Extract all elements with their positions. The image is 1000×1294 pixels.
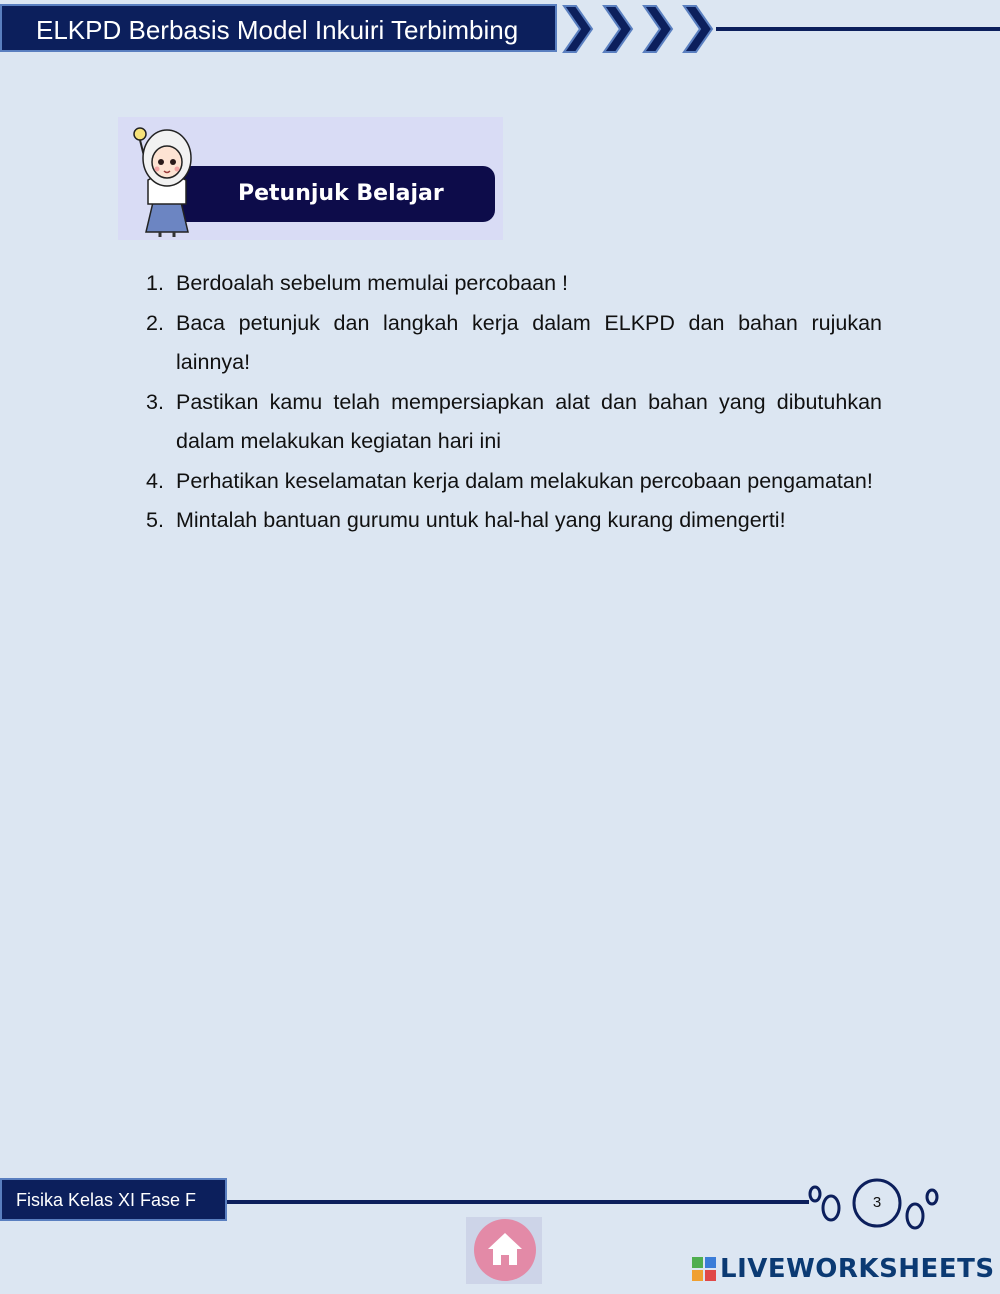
item-number: 3. bbox=[146, 389, 164, 414]
list-item bbox=[146, 462, 882, 502]
footer-label: Fisika Kelas XI Fase F bbox=[16, 1190, 197, 1210]
list-item bbox=[146, 383, 882, 462]
section-title: Petunjuk Belajar bbox=[238, 181, 444, 206]
header-bar bbox=[0, 4, 557, 52]
student-mascot-icon bbox=[124, 120, 214, 238]
item-number: 5. bbox=[146, 508, 164, 532]
home-button-circle[interactable] bbox=[474, 1219, 536, 1281]
item-number: 4. bbox=[146, 468, 164, 493]
item-number: 2. bbox=[146, 310, 164, 335]
liveworksheets-logo[interactable] bbox=[692, 1252, 995, 1286]
footer-divider bbox=[227, 1200, 809, 1204]
home-icon bbox=[474, 1219, 536, 1281]
item-text: Pastikan kamu telah mempersiapkan alat dan bahan yang dibutuhkan dalam melakukan kegiatan hari ini bbox=[176, 389, 882, 453]
item-text: Berdoalah sebelum memulai percobaan ! bbox=[176, 271, 569, 295]
item-text: Perhatikan keselamatan kerja dalam melakukan percobaan pengamatan! bbox=[176, 468, 873, 493]
header-divider bbox=[716, 27, 1000, 31]
instruction-list bbox=[146, 264, 882, 541]
item-text: Baca petunjuk dan langkah kerja dalam ELKPD dan bahan rujukan lainnya! bbox=[176, 310, 882, 374]
item-text: Mintalah bantuan gurumu untuk hal-hal yang kurang dimengerti! bbox=[176, 508, 786, 532]
document-title: ELKPD Berbasis Model Inkuiri Terbimbing bbox=[36, 15, 519, 45]
item-number: 1. bbox=[146, 271, 164, 295]
list-item bbox=[146, 304, 882, 383]
brand-name: LIVEWORKSHEETS bbox=[720, 1254, 995, 1284]
home-button[interactable] bbox=[466, 1217, 542, 1284]
footer-label-box bbox=[0, 1178, 227, 1221]
chevron-decoration-icon bbox=[560, 4, 720, 54]
list-item bbox=[146, 501, 882, 541]
liveworksheets-logo-icon bbox=[692, 1257, 716, 1281]
page-number: 3 bbox=[872, 1194, 882, 1211]
list-item bbox=[146, 264, 882, 304]
